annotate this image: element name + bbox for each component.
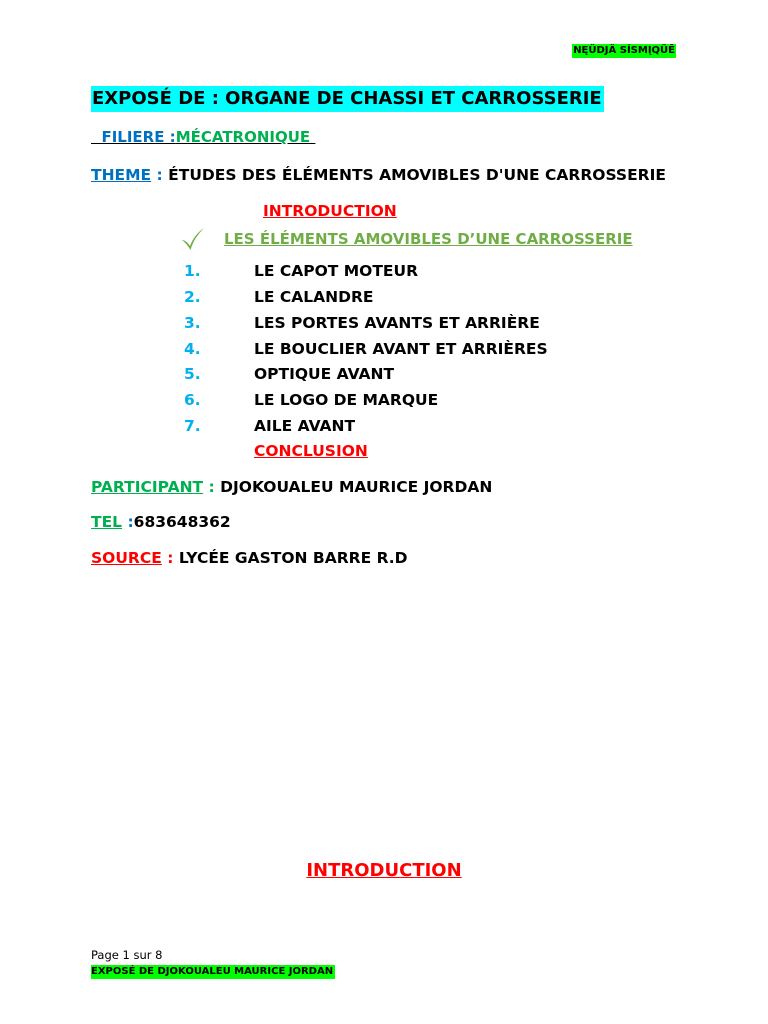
list-item-number: 4. — [184, 340, 201, 358]
section-heading-introduction: INTRODUCTION — [306, 860, 462, 881]
list-item-label: LE CAPOT MOTEUR — [254, 262, 419, 280]
page-number: Page 1 sur 8 — [91, 948, 163, 962]
participant-line — [91, 476, 492, 498]
source-label: SOURCE — [91, 549, 162, 567]
filiere-value: MÉCATRONIQUE — [175, 128, 316, 146]
source-separator: : — [161, 549, 179, 567]
tel-label: TEL — [91, 513, 123, 531]
list-item-label: LE CALANDRE — [254, 288, 374, 306]
filiere-line — [91, 127, 315, 147]
header-tag: NĘÜDJÄ SÍSMĮQŨĒ — [573, 45, 675, 56]
list-item-label: AILE AVANT — [254, 417, 356, 435]
list-item — [184, 286, 373, 308]
participant-separator: : — [203, 478, 221, 496]
list-item-label: LE BOUCLIER AVANT ET ARRIÈRES — [254, 340, 548, 358]
list-item — [184, 415, 355, 437]
source-value: LYCÉE GASTON BARRE R.D — [178, 549, 408, 567]
list-item-label: LES PORTES AVANTS ET ARRIÈRE — [254, 314, 540, 332]
list-item-label: OPTIQUE AVANT — [254, 365, 395, 383]
tel-line — [91, 511, 231, 533]
participant-label: PARTICIPANT — [91, 478, 204, 496]
source-line — [91, 547, 408, 569]
tel-separator: : — [122, 513, 134, 531]
footer-tag: EXPOSÉ DE DJOKOUALEU MAURICE JORDAN — [91, 966, 334, 977]
list-item — [184, 312, 540, 334]
list-item-number: 1. — [184, 262, 201, 280]
theme-separator: : — [151, 166, 169, 184]
list-item — [184, 389, 438, 411]
theme-line — [91, 164, 666, 186]
list-item-number: 6. — [184, 391, 201, 409]
theme-value: ÉTUDES DES ÉLÉMENTS AMOVIBLES D'UNE CARROSSERIE — [168, 166, 666, 184]
document-title: EXPOSÉ DE : ORGANE DE CHASSI ET CARROSSERIE — [91, 86, 604, 112]
toc-conclusion: CONCLUSION — [254, 442, 368, 460]
list-item-label: LE LOGO DE MARQUE — [254, 391, 439, 409]
list-item-number: 3. — [184, 314, 201, 332]
check-mark-icon — [180, 227, 206, 251]
theme-label: THEME — [91, 166, 152, 184]
toc-section-row — [180, 223, 633, 254]
toc-introduction: INTRODUCTION — [263, 202, 397, 220]
list-item — [184, 338, 548, 360]
tel-value: 683648362 — [133, 513, 231, 531]
list-item-number: 5. — [184, 365, 201, 383]
toc-section-heading: LES ÉLÉMENTS AMOVIBLES D’UNE CARROSSERIE — [224, 229, 633, 248]
participant-value: DJOKOUALEU MAURICE JORDAN — [220, 478, 493, 496]
list-item — [184, 363, 394, 385]
filiere-label: FILIERE : — [91, 128, 176, 146]
list-item — [184, 260, 418, 282]
list-item-number: 2. — [184, 288, 201, 306]
list-item-number: 7. — [184, 417, 201, 435]
